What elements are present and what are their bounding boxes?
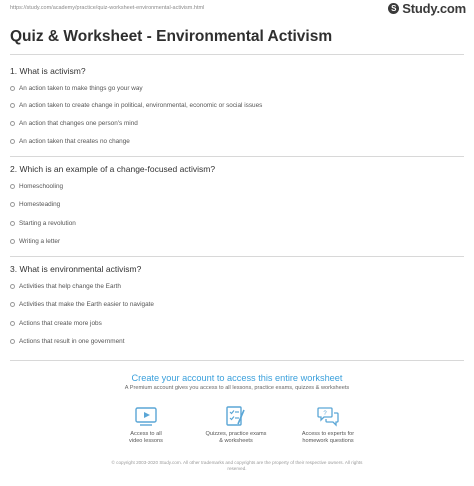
question-divider bbox=[10, 156, 464, 157]
option-label: An action that changes one person's mind bbox=[19, 119, 138, 127]
option-label: An action taken to create change in political, environmental, economic or social issues bbox=[19, 101, 263, 109]
option-label: An action taken to make things go your way bbox=[19, 84, 143, 92]
option-label: An action taken that creates no change bbox=[19, 137, 130, 145]
study-logo[interactable] bbox=[388, 1, 466, 16]
option-label: Actions that result in one government bbox=[19, 337, 125, 345]
radio-button[interactable] bbox=[10, 103, 15, 108]
section-divider bbox=[10, 360, 464, 361]
study-logo-icon: S bbox=[388, 3, 399, 14]
feature-label: Quizzes, practice exams bbox=[205, 431, 267, 437]
q1-option-c[interactable] bbox=[10, 118, 138, 128]
premium-description: A Premium account gives you access to all lessons, practice exams, quizzes & worksheets bbox=[124, 385, 350, 391]
radio-button[interactable] bbox=[10, 239, 15, 244]
page-url: https://study.com/academy/practice/quiz-worksheet-environmental-activism.html bbox=[10, 5, 205, 11]
radio-button[interactable] bbox=[10, 202, 15, 207]
copyright-line: © copyright 2003-2020 Study.com. All other trademarks and copyrights are the property of their respective owners. All rights bbox=[111, 460, 363, 465]
title-divider bbox=[10, 54, 464, 55]
svg-text:?: ? bbox=[323, 411, 327, 417]
copyright-notice bbox=[0, 460, 474, 472]
page-title: Quiz & Worksheet - Environmental Activism bbox=[10, 28, 333, 45]
q2-option-c[interactable] bbox=[10, 218, 76, 228]
q1-option-b[interactable] bbox=[10, 100, 262, 110]
option-label: Starting a revolution bbox=[19, 219, 76, 227]
feature-label: homework questions bbox=[302, 438, 354, 444]
option-label: Homesteading bbox=[19, 200, 61, 208]
feature-label: Access to all bbox=[130, 431, 162, 437]
q3-option-b[interactable] bbox=[10, 299, 154, 309]
expert-chat-icon bbox=[316, 404, 340, 428]
radio-button[interactable] bbox=[10, 339, 15, 344]
radio-button[interactable] bbox=[10, 139, 15, 144]
radio-button[interactable] bbox=[10, 221, 15, 226]
feature-label: Access to experts for bbox=[301, 431, 355, 437]
quiz-worksheet-icon bbox=[224, 404, 248, 428]
feature-quizzes bbox=[191, 404, 281, 445]
radio-button[interactable] bbox=[10, 86, 15, 91]
brand-name: Study.com bbox=[402, 1, 466, 16]
feature-video-lessons bbox=[101, 404, 191, 445]
radio-button[interactable] bbox=[10, 321, 15, 326]
question-2: 2. Which is an example of a change-focused activism? bbox=[10, 164, 216, 174]
q3-option-d[interactable] bbox=[10, 336, 125, 346]
option-label: Activities that make the Earth easier to navigate bbox=[19, 300, 154, 308]
option-label: Writing a letter bbox=[19, 237, 61, 245]
option-label: Activities that help change the Earth bbox=[19, 282, 121, 290]
option-label: Homeschooling bbox=[19, 182, 64, 190]
question-divider bbox=[10, 256, 464, 257]
q3-option-c[interactable] bbox=[10, 318, 102, 328]
feature-label: video lessons bbox=[129, 438, 163, 444]
copyright-line: reserved. bbox=[227, 466, 247, 471]
q2-option-d[interactable] bbox=[10, 236, 60, 246]
feature-label: & worksheets bbox=[219, 438, 253, 444]
q2-option-a[interactable] bbox=[10, 181, 63, 191]
feature-experts bbox=[283, 404, 373, 445]
q1-option-a[interactable] bbox=[10, 83, 143, 93]
option-label: Actions that create more jobs bbox=[19, 319, 102, 327]
radio-button[interactable] bbox=[10, 302, 15, 307]
q2-option-b[interactable] bbox=[10, 199, 60, 209]
radio-button[interactable] bbox=[10, 121, 15, 126]
question-1: 1. What is activism? bbox=[10, 66, 86, 76]
radio-button[interactable] bbox=[10, 184, 15, 189]
q1-option-d[interactable] bbox=[10, 136, 130, 146]
create-account-link[interactable]: Create your account to access this entire worksheet bbox=[131, 373, 343, 383]
question-3: 3. What is environmental activism? bbox=[10, 264, 142, 274]
q3-option-a[interactable] bbox=[10, 281, 121, 291]
radio-button[interactable] bbox=[10, 284, 15, 289]
video-lesson-icon bbox=[134, 404, 158, 428]
